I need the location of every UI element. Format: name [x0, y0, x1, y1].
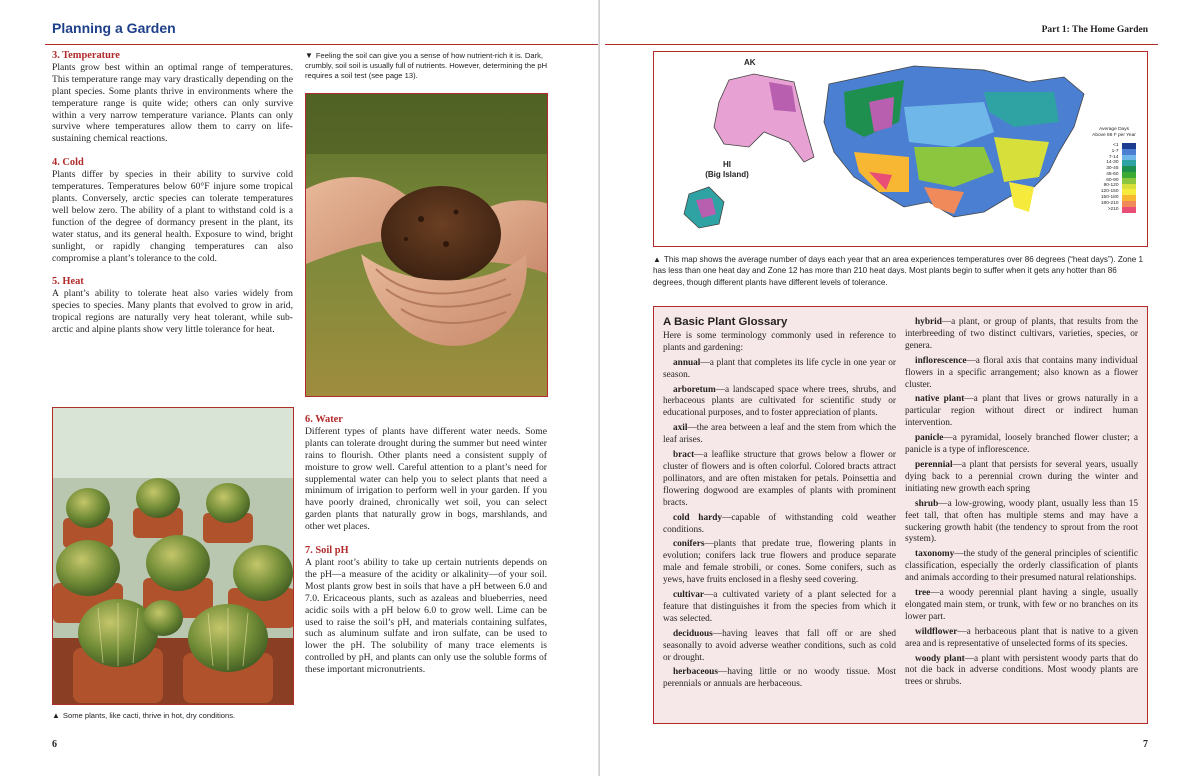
legend-row [1084, 207, 1144, 213]
glossary-entry [905, 549, 1138, 585]
glossary-column-2 [905, 317, 1138, 692]
section-heading: 5. Heat [52, 276, 84, 288]
text-column-2 [305, 414, 547, 726]
legend-rows [1084, 143, 1144, 213]
glossary-definition: —a pyramidal, loosely branched flower cluster; a panicle is a type of inflorescence. [905, 433, 1138, 456]
glossary-definition: —a leaflike structure that grows below a flower or cluster of flowers and is often colorful. Colored bracts attract pollinators, and are often mistaken for petals. Poinsettia and flowering dogwood are examples of plants with prominent bracts. [663, 450, 896, 508]
map-label-alaska: AK [744, 58, 756, 67]
glossary-term: bract [673, 450, 695, 461]
glossary-term: inflorescence [915, 355, 967, 366]
glossary-entry [905, 460, 1138, 496]
running-title: Planning a Garden [52, 20, 176, 36]
legend-label: 30-45 [1106, 166, 1119, 172]
glossary-entry [663, 450, 896, 510]
caption-text: This map shows the average number of days each year that an area experiences temperatures over 86 degrees (“heat days”). Zone 1 has less than one heat day and Zone 12 has more than 210 heat days. Most plants begin to suffer when it gets any hotter than 86 degrees, though different plants have different levels of tolerance. [653, 255, 1144, 287]
cacti-illustration [53, 408, 294, 705]
section-body: Plants differ by species in their ability to survive cold temperatures. Temperatures below 60°F injure some tropical plants. Conversely, arctic species can tolerate temperatures well below zero. The ability of a plant to withstand cold is a function of the degree of dormancy present in the plant, its water status, and its general health. Exposure to wind, bright sunlight, or rapidly changing temperatures can also compromise a plant’s tolerance to the cold. [52, 169, 293, 264]
soil-in-hands-illustration [306, 94, 548, 397]
legend-label: <1 [1113, 142, 1119, 148]
legend-label: 1-7 [1111, 148, 1119, 154]
glossary-term: conifers [673, 539, 705, 550]
caption-pointer-down-icon: ▼ [305, 51, 313, 60]
legend-label: 7-14 [1108, 154, 1119, 160]
map-caption [653, 254, 1149, 288]
glossary-entry [905, 356, 1138, 392]
legend-swatch [1122, 207, 1136, 213]
glossary-column-1 [663, 317, 896, 694]
legend-label: 45-60 [1106, 171, 1119, 177]
glossary-term: axil [673, 423, 688, 434]
legend-label: 90-120 [1103, 183, 1119, 189]
glossary-definition: —plants that predate true, flowering plants in evolution; conifers lack true flowers and produce separate male and female strobili, or cones. Some conifers, such as yews, have fruits enclosed in a fleshy seed covering. [663, 539, 896, 586]
glossary-term: taxonomy [915, 549, 955, 560]
glossary-term: arboretum [673, 384, 716, 395]
glossary-term: annual [673, 357, 701, 368]
legend-label: 120-150 [1100, 189, 1119, 195]
glossary-term: perennial [915, 459, 953, 470]
legend-label: 60-90 [1106, 177, 1119, 183]
glossary-definition: —having little or no woody tissue. Most perennials or annuals are herbaceous. [663, 667, 896, 690]
map-legend [1084, 127, 1144, 213]
glossary-entry [905, 627, 1138, 651]
glossary-definition: —a plant that completes its life cycle in one year or season. [663, 357, 896, 380]
glossary-entry [905, 654, 1138, 690]
glossary-entry [663, 513, 896, 537]
glossary-definition: —a woody perennial plant having a single, usually elongated main stem, or trunk, with few or no branches on its lower part. [905, 588, 1138, 622]
glossary-entry [663, 539, 896, 587]
glossary-term: hybrid [915, 317, 942, 327]
header-rule [605, 0, 1158, 45]
glossary-definition: —a landscaped space where trees, shrubs, and herbaceous plants are cultivated for scientific study or educational purposes, and to foster appreciation of plants. [663, 384, 896, 419]
glossary-entry [905, 394, 1138, 430]
section-body: Different types of plants have different water needs. Some plants can tolerate drought during the summer but need winter rains to flourish. Other plants need a consistent supply of moisture to grow well. Careful attention to a plant’s need for supplemental water can help you to select plants that need a minimum of irrigation to perform well in your garden. If you have poorly drained, chronically wet soil, you can select garden plants that naturally grow in bogs, marshlands, and other wet places. [305, 425, 547, 533]
soil-photo-caption [305, 51, 549, 87]
legend-label: >210 [1107, 206, 1119, 212]
map-label-hawaii-title: HI [723, 160, 731, 169]
section-heading: 6. Water [305, 414, 343, 425]
glossary-entry [663, 667, 896, 691]
glossary-term: cultivar [673, 590, 704, 601]
glossary-definition: —the study of the general principles of scientific classification, especially the orderly classification of plants and animals according to their presumed natural relationships. [905, 549, 1138, 584]
section-heading: 4. Cold [52, 157, 84, 169]
glossary-definition: —capable of withstanding cold weather conditions. [663, 512, 896, 535]
glossary-entry [663, 590, 896, 626]
glossary-term: cold hardy [673, 512, 723, 523]
caption-pointer-up-icon: ▲ [52, 711, 60, 720]
glossary-definition: —a floral axis that contains many individual flowers in a specific arrangement; also known as a flower cluster. [905, 355, 1138, 390]
glossary-definition: —a plant, or group of plants, that results from the interbreeding of two distinct cultivars, varieties, species, or genera. [905, 317, 1138, 351]
glossary-definition: —a plant that persists for several years, usually dying back to a perennial crown during the winter and initiating new growth each spring [905, 459, 1138, 494]
glossary-term: woody plant [915, 653, 965, 664]
glossary-term: herbaceous [673, 667, 718, 678]
heat-days-map [653, 51, 1148, 247]
glossary-intro: Here is some terminology commonly used in reference to plants and gardening: [663, 330, 896, 353]
soil-in-hands-photo [305, 93, 548, 397]
map-label-hawaii-sub: (Big Island) [705, 170, 749, 179]
page-number: 6 [52, 739, 57, 750]
caption-text: Some plants, like cacti, thrive in hot, dry conditions. [62, 711, 236, 720]
glossary-entry [905, 588, 1138, 624]
legend-label: 150-180 [1100, 195, 1119, 201]
glossary-definition: —a plant with persistent woody parts that do not die back in adverse conditions. Most woody plants are trees or shrubs. [905, 653, 1138, 688]
cacti-photo-caption [52, 711, 297, 725]
text-column-1 [52, 50, 293, 400]
running-part-title: Part 1: The Home Garden [1041, 25, 1148, 35]
section-body: Plants grow best within an optimal range of temperatures. This temperature range may vary drastically depending on the plant species. Some plants thrive in environments where the temperature range is quite wide; others can only survive within a very narrow temperature variance. Plants can only survive where temperatures allow them to carry on life-sustaining chemical reactions. [52, 61, 293, 145]
map-label-hawaii [692, 160, 762, 180]
caption-text: Feeling the soil can give you a sense of how nutrient-rich it is. Dark, crumbly, soil soil is usually full of nutrients. However, determining the pH requires a soil test (see page 13). [305, 51, 548, 81]
glossary-term: shrub [915, 498, 939, 509]
glossary-entry [663, 358, 896, 382]
caption-pointer-up-icon: ▲ [653, 255, 661, 264]
glossary-entry [663, 629, 896, 665]
glossary-term: native plant [915, 394, 965, 405]
glossary-definition: —the area between a leaf and the stem from which the leaf arises. [663, 423, 896, 446]
section-body: A plant’s ability to tolerate heat also varies widely from species to species. Many plants that evolved to grow in arid, tropical regions are naturally very heat tolerant, while sub-arctic and alpine plants show very little tolerance for heat. [52, 288, 293, 336]
glossary-term: tree [915, 588, 931, 599]
glossary-definition: —having leaves that fall off or are shed seasonally to avoid adverse weather conditions, such as cold or drought. [663, 628, 896, 663]
glossary-definition: —a herbaceous plant that is native to a given area and is representative of unselected forms of its species. [905, 626, 1138, 649]
legend-subtitle: Above 86 F per Year [1092, 133, 1136, 138]
glossary-term: wildflower [915, 626, 958, 637]
glossary-entry [905, 499, 1138, 547]
page-number: 7 [1143, 739, 1148, 750]
glossary-entry [663, 385, 896, 421]
glossary-definition: —a low-growing, woody plant, usually less than 15 feet tall, that often has multiple stems and may have a suckering growth habit (the tendency to sprout from the root system). [905, 498, 1138, 545]
legend-label: 180-210 [1100, 200, 1119, 206]
glossary-term: panicle [915, 433, 944, 444]
glossary-entry [905, 317, 1138, 353]
section-heading: 3. Temperature [52, 50, 120, 61]
heat-zone-map-illustration [654, 52, 1147, 246]
glossary-title: A Basic Plant Glossary [663, 316, 788, 328]
legend-title: Average Days [1098, 127, 1130, 132]
glossary-entry [905, 433, 1138, 457]
glossary-term: deciduous [673, 628, 713, 639]
glossary-entry [663, 423, 896, 447]
legend-label: 14-30 [1106, 160, 1119, 166]
glossary-definition: —a cultivated variety of a plant selected for a feature that distinguishes it from the species from which it was selected. [663, 590, 896, 624]
glossary-definition: —a plant that lives or grows naturally in a particular region without direct or indirect human intervention. [905, 394, 1139, 429]
plant-glossary-box [653, 306, 1148, 724]
cacti-greenhouse-photo [52, 407, 294, 705]
section-heading: 7. Soil pH [305, 545, 349, 557]
section-body: A plant root’s ability to take up certain nutrients depends on the pH—a measure of the acidity or alkalinity—of your soil. Most plants grow best in soils that have a pH between 6.0 and 7.0. Ericaceous plants, such as azaleas and blueberries, need acidic soils with a pH below 6.0 to grow well. Lime can be used to raise the soil’s pH, and materials containing sulfates, such as aluminum sulfate and iron sulfate, can be used to lower the pH. The solubility of many trace elements is controlled by pH, and plants can only use the soluble forms of these important micronutrients. [305, 556, 547, 676]
